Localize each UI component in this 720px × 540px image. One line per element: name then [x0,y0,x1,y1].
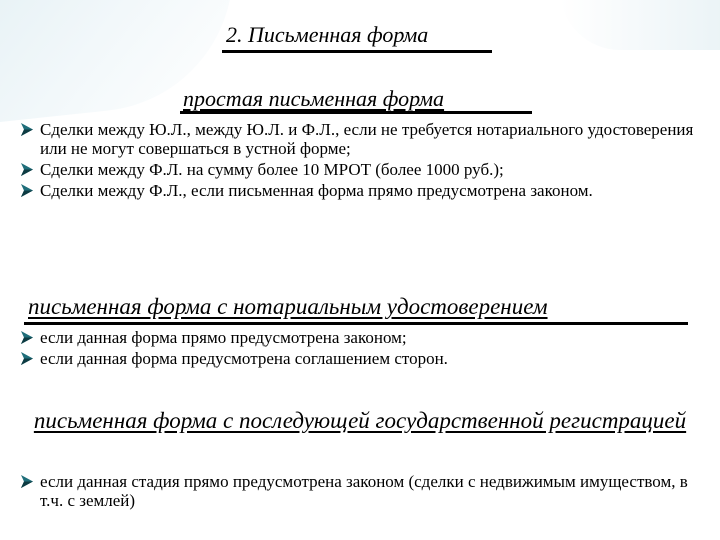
section-heading-notarial-form: письменная форма с нотариальным удостоверением [28,294,548,319]
list-item [20,120,700,158]
bullet-list-notarial-form [20,328,700,370]
list-item [20,349,700,368]
list-item-text: Сделки между Ф.Л. на сумму более 10 МРОТ (более 1000 руб.); [40,160,504,179]
list-item-text: Сделки между Ф.Л., если письменная форма прямо предусмотрена законом. [40,181,593,200]
arrow-bullet-icon [20,162,34,177]
list-item [20,160,700,179]
section-heading-underline [180,111,532,114]
list-item [20,328,700,347]
section-heading-underline [24,322,688,325]
list-item [20,472,700,510]
arrow-bullet-icon [20,474,34,489]
background-decoration-right [560,0,720,50]
bullet-list-simple-written-form [20,120,700,202]
arrow-bullet-icon [20,330,34,345]
section-heading-simple-written-form: простая письменная форма [183,86,445,111]
list-item-text: если данная форма прямо предусмотрена законом; [40,328,407,347]
title-underline [222,50,492,53]
bullet-list-state-registration-form [20,472,700,512]
list-item [20,181,700,200]
list-item-text: Сделки между Ю.Л., между Ю.Л. и Ф.Л., если не требуется нотариального удостоверения или не могут совершаться в устной форме; [40,120,694,158]
list-item-text: если данная стадия прямо предусмотрена законом (сделки с недвижимым имуществом, в т.ч. с землей) [40,472,688,510]
arrow-bullet-icon [20,183,34,198]
section-heading-state-registration-form: письменная форма с последующей государственной регистрацией [33,408,687,433]
arrow-bullet-icon [20,351,34,366]
arrow-bullet-icon [20,122,34,137]
list-item-text: если данная форма предусмотрена соглашением сторон. [40,349,448,368]
slide-title: 2. Письменная форма [226,22,429,47]
